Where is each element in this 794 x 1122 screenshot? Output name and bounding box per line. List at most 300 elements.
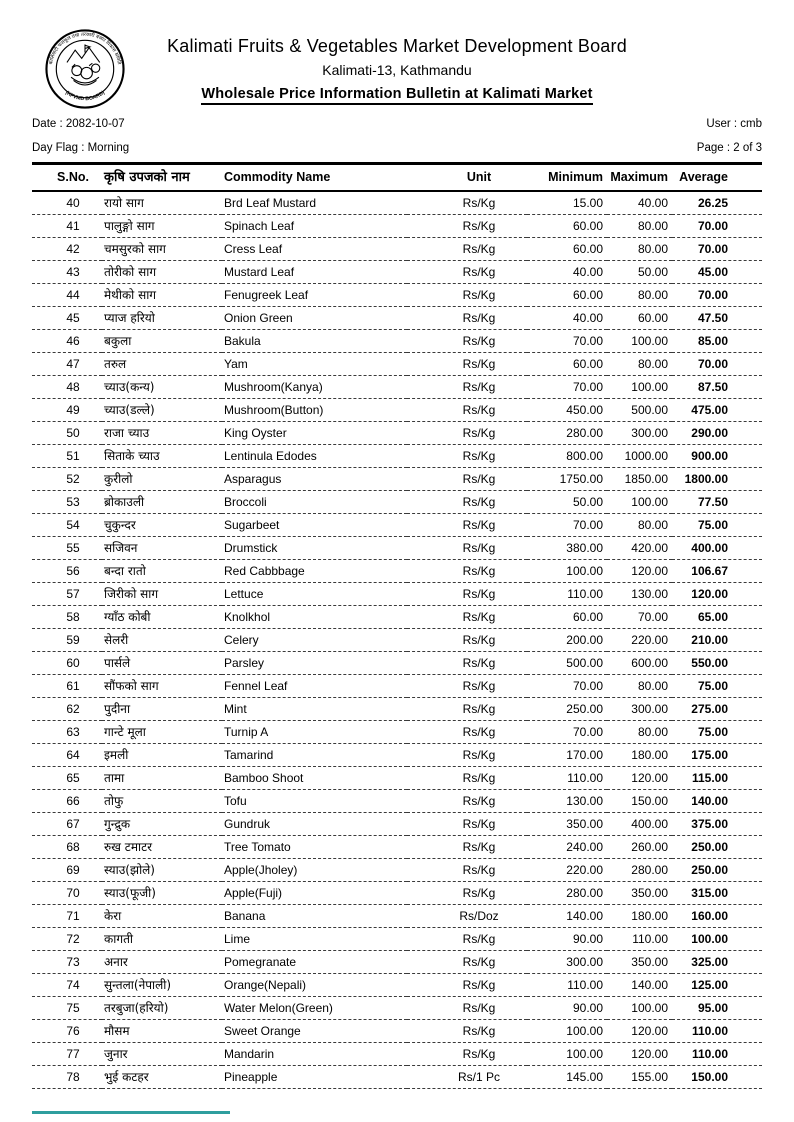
max-price-cell: 50.00 xyxy=(637,265,668,279)
max-price-cell: 80.00 xyxy=(637,242,668,256)
nepali-name-cell: स्याउ(झोले) xyxy=(104,863,155,877)
avg-price-cell: 275.00 xyxy=(691,702,728,716)
commodity-cell: Mushroom(Button) xyxy=(224,403,324,417)
price-table-row xyxy=(32,928,762,951)
nepali-name-cell: गान्टे मूला xyxy=(104,725,146,739)
commodity-cell: Orange(Nepali) xyxy=(224,978,307,992)
kfvmd-logo-seal-icon xyxy=(44,28,126,110)
avg-price-cell: 550.00 xyxy=(691,656,728,670)
nepali-name-cell: बकुला xyxy=(104,334,132,348)
price-table-row xyxy=(32,399,762,422)
commodity-cell: Celery xyxy=(224,633,259,647)
price-table-row xyxy=(32,307,762,330)
sno-cell: 66 xyxy=(66,794,80,808)
max-price-cell: 100.00 xyxy=(631,380,668,394)
sno-cell: 60 xyxy=(66,656,80,670)
unit-cell: Rs/Kg xyxy=(462,541,496,555)
commodity-cell: Pomegranate xyxy=(224,955,297,969)
min-price-cell: 70.00 xyxy=(572,725,603,739)
price-table-row xyxy=(32,882,762,905)
header-minimum: Minimum xyxy=(548,170,603,185)
min-price-cell: 90.00 xyxy=(572,1001,603,1015)
sno-cell: 75 xyxy=(66,1001,80,1015)
avg-price-cell: 250.00 xyxy=(691,840,728,854)
sno-cell: 78 xyxy=(66,1070,80,1084)
price-table-row xyxy=(32,698,762,721)
seal-bottom-text: (KFVMD BOARD) xyxy=(63,89,107,103)
price-table-row xyxy=(32,606,762,629)
commodity-cell: Broccoli xyxy=(224,495,267,509)
day-flag-label: Day Flag : Morning xyxy=(32,142,130,154)
max-price-cell: 60.00 xyxy=(637,311,668,325)
bulletin-title: Wholesale Price Information Bulletin at Kalimati Market xyxy=(201,86,592,105)
min-price-cell: 60.00 xyxy=(572,610,603,624)
unit-cell: Rs/Kg xyxy=(462,334,496,348)
nepali-name-cell: रुख टमाटर xyxy=(104,840,153,854)
nepali-name-cell: च्याउ(डल्ले) xyxy=(104,403,155,417)
min-price-cell: 500.00 xyxy=(566,656,603,670)
sno-cell: 71 xyxy=(66,909,80,923)
sno-cell: 70 xyxy=(66,886,80,900)
price-table-row xyxy=(32,1020,762,1043)
avg-price-cell: 900.00 xyxy=(691,449,728,463)
max-price-cell: 180.00 xyxy=(631,909,668,923)
min-price-cell: 1750.00 xyxy=(559,472,603,486)
price-table-row xyxy=(32,859,762,882)
unit-cell: Rs/Doz xyxy=(459,909,499,923)
unit-cell: Rs/Kg xyxy=(462,955,496,969)
max-price-cell: 100.00 xyxy=(631,1001,668,1015)
unit-cell: Rs/Kg xyxy=(462,403,496,417)
max-price-cell: 120.00 xyxy=(631,1024,668,1038)
sno-cell: 73 xyxy=(66,955,80,969)
sno-cell: 67 xyxy=(66,817,80,831)
nepali-name-cell: मौसम xyxy=(104,1024,130,1038)
unit-cell: Rs/Kg xyxy=(462,886,496,900)
commodity-cell: Turnip A xyxy=(224,725,269,739)
max-price-cell: 120.00 xyxy=(631,771,668,785)
unit-cell: Rs/Kg xyxy=(462,771,496,785)
min-price-cell: 140.00 xyxy=(566,909,603,923)
nepali-name-cell: पार्सले xyxy=(104,656,131,670)
unit-cell: Rs/Kg xyxy=(462,311,496,325)
unit-cell: Rs/Kg xyxy=(462,748,496,762)
commodity-cell: Brd Leaf Mustard xyxy=(224,196,317,210)
commodity-cell: Apple(Fuji) xyxy=(224,886,283,900)
avg-price-cell: 26.25 xyxy=(697,196,728,210)
max-price-cell: 400.00 xyxy=(631,817,668,831)
commodity-cell: Yam xyxy=(224,357,248,371)
price-table-row xyxy=(32,1043,762,1066)
sno-cell: 44 xyxy=(66,288,80,302)
unit-cell: Rs/Kg xyxy=(462,564,496,578)
unit-cell: Rs/Kg xyxy=(462,1001,496,1015)
max-price-cell: 260.00 xyxy=(631,840,668,854)
avg-price-cell: 85.00 xyxy=(697,334,728,348)
max-price-cell: 1000.00 xyxy=(624,449,668,463)
commodity-cell: Lettuce xyxy=(224,587,264,601)
sno-cell: 48 xyxy=(66,380,80,394)
nepali-name-cell: सेलरी xyxy=(104,633,129,647)
commodity-cell: Sweet Orange xyxy=(224,1024,301,1038)
header-average: Average xyxy=(679,170,728,185)
min-price-cell: 70.00 xyxy=(572,334,603,348)
avg-price-cell: 250.00 xyxy=(691,863,728,877)
max-price-cell: 130.00 xyxy=(631,587,668,601)
min-price-cell: 170.00 xyxy=(566,748,603,762)
seal-icon xyxy=(44,28,126,110)
nepali-name-cell: कागती xyxy=(104,932,134,946)
max-price-cell: 100.00 xyxy=(631,334,668,348)
sno-cell: 55 xyxy=(66,541,80,555)
avg-price-cell: 210.00 xyxy=(691,633,728,647)
commodity-cell: Banana xyxy=(224,909,266,923)
sno-cell: 62 xyxy=(66,702,80,716)
commodity-cell: Mandarin xyxy=(224,1047,275,1061)
sno-cell: 74 xyxy=(66,978,80,992)
sno-cell: 50 xyxy=(66,426,80,440)
sno-cell: 45 xyxy=(66,311,80,325)
seal-top-text: कालिमाटी फलफूल तथा तरकारी बजार विकास समिति xyxy=(48,31,122,66)
nepali-name-cell: ग्याँठ कोबी xyxy=(104,610,151,624)
commodity-cell: Parsley xyxy=(224,656,265,670)
nepali-name-cell: तोरीको साग xyxy=(104,265,157,279)
nepali-name-cell: इमली xyxy=(104,748,129,762)
commodity-cell: Bakula xyxy=(224,334,261,348)
seal-emblem-art xyxy=(67,44,100,85)
unit-cell: Rs/Kg xyxy=(462,265,496,279)
sno-cell: 77 xyxy=(66,1047,80,1061)
min-price-cell: 145.00 xyxy=(566,1070,603,1084)
commodity-cell: Onion Green xyxy=(224,311,293,325)
page-number-label: Page : 2 of 3 xyxy=(696,142,762,154)
sno-cell: 76 xyxy=(66,1024,80,1038)
price-table-row xyxy=(32,238,762,261)
unit-cell: Rs/Kg xyxy=(462,978,496,992)
price-table-row xyxy=(32,537,762,560)
avg-price-cell: 65.00 xyxy=(697,610,728,624)
sno-cell: 61 xyxy=(66,679,80,693)
unit-cell: Rs/Kg xyxy=(462,472,496,486)
price-table xyxy=(32,162,762,1089)
nepali-name-cell: ब्रोकाउली xyxy=(104,495,145,509)
avg-price-cell: 140.00 xyxy=(691,794,728,808)
price-table-row xyxy=(32,652,762,675)
avg-price-cell: 325.00 xyxy=(691,955,728,969)
sno-cell: 51 xyxy=(66,449,80,463)
price-table-row xyxy=(32,330,762,353)
max-price-cell: 220.00 xyxy=(631,633,668,647)
max-price-cell: 80.00 xyxy=(637,679,668,693)
commodity-cell: Water Melon(Green) xyxy=(224,1001,333,1015)
min-price-cell: 800.00 xyxy=(566,449,603,463)
unit-cell: Rs/Kg xyxy=(462,679,496,693)
unit-cell: Rs/Kg xyxy=(462,518,496,532)
price-table-row xyxy=(32,951,762,974)
unit-cell: Rs/Kg xyxy=(462,610,496,624)
min-price-cell: 280.00 xyxy=(566,426,603,440)
unit-cell: Rs/Kg xyxy=(462,656,496,670)
min-price-cell: 220.00 xyxy=(566,863,603,877)
max-price-cell: 155.00 xyxy=(631,1070,668,1084)
unit-cell: Rs/Kg xyxy=(462,380,496,394)
commodity-cell: Lime xyxy=(224,932,251,946)
unit-cell: Rs/Kg xyxy=(462,1047,496,1061)
min-price-cell: 100.00 xyxy=(566,1024,603,1038)
avg-price-cell: 70.00 xyxy=(697,288,728,302)
min-price-cell: 15.00 xyxy=(572,196,603,210)
sno-cell: 56 xyxy=(66,564,80,578)
max-price-cell: 420.00 xyxy=(631,541,668,555)
min-price-cell: 100.00 xyxy=(566,1047,603,1061)
min-price-cell: 70.00 xyxy=(572,380,603,394)
min-price-cell: 40.00 xyxy=(572,265,603,279)
sno-cell: 54 xyxy=(66,518,80,532)
min-price-cell: 380.00 xyxy=(566,541,603,555)
sno-cell: 72 xyxy=(66,932,80,946)
unit-cell: Rs/Kg xyxy=(462,242,496,256)
nepali-name-cell: पुदीना xyxy=(104,702,131,716)
footer-accent-line xyxy=(32,1111,230,1114)
nepali-name-cell: रायो साग xyxy=(104,196,144,210)
max-price-cell: 80.00 xyxy=(637,219,668,233)
max-price-cell: 600.00 xyxy=(631,656,668,670)
min-price-cell: 90.00 xyxy=(572,932,603,946)
nepali-name-cell: सजिवन xyxy=(104,541,138,555)
commodity-cell: Mustard Leaf xyxy=(224,265,295,279)
commodity-cell: Drumstick xyxy=(224,541,278,555)
avg-price-cell: 87.50 xyxy=(697,380,728,394)
max-price-cell: 80.00 xyxy=(637,288,668,302)
avg-price-cell: 290.00 xyxy=(691,426,728,440)
avg-price-cell: 75.00 xyxy=(697,725,728,739)
price-table-body xyxy=(32,191,762,1089)
sno-cell: 46 xyxy=(66,334,80,348)
commodity-cell: Apple(Jholey) xyxy=(224,863,298,877)
max-price-cell: 120.00 xyxy=(631,1047,668,1061)
unit-cell: Rs/Kg xyxy=(462,702,496,716)
price-table-row xyxy=(32,997,762,1020)
price-table-row xyxy=(32,629,762,652)
min-price-cell: 60.00 xyxy=(572,288,603,302)
min-price-cell: 240.00 xyxy=(566,840,603,854)
commodity-cell: Red Cabbbage xyxy=(224,564,305,578)
avg-price-cell: 1800.00 xyxy=(684,472,728,486)
avg-price-cell: 47.50 xyxy=(697,311,728,325)
nepali-name-cell: चमसुरको साग xyxy=(104,242,166,256)
min-price-cell: 110.00 xyxy=(567,978,603,992)
avg-price-cell: 120.00 xyxy=(691,587,728,601)
price-table-row xyxy=(32,514,762,537)
avg-price-cell: 175.00 xyxy=(691,748,728,762)
commodity-cell: Bamboo Shoot xyxy=(224,771,304,785)
unit-cell: Rs/Kg xyxy=(462,863,496,877)
min-price-cell: 70.00 xyxy=(572,679,603,693)
unit-cell: Rs/Kg xyxy=(462,1024,496,1038)
price-table-row xyxy=(32,721,762,744)
nepali-name-cell: तरुल xyxy=(104,357,127,371)
header-nepali-name: कृषि उपजको नाम xyxy=(104,170,190,185)
nepali-name-cell: केरा xyxy=(104,909,122,923)
avg-price-cell: 106.67 xyxy=(691,564,728,578)
date-label: Date : 2082-10-07 xyxy=(32,118,125,130)
nepali-name-cell: च्याउ(कन्य) xyxy=(104,380,155,394)
min-price-cell: 300.00 xyxy=(566,955,603,969)
min-price-cell: 280.00 xyxy=(566,886,603,900)
avg-price-cell: 110.00 xyxy=(691,1047,728,1061)
nepali-name-cell: राजा च्याउ xyxy=(104,426,150,440)
max-price-cell: 80.00 xyxy=(637,725,668,739)
unit-cell: Rs/Kg xyxy=(462,587,496,601)
min-price-cell: 250.00 xyxy=(566,702,603,716)
commodity-cell: Knolkhol xyxy=(224,610,271,624)
header-sno: S.No. xyxy=(57,170,89,185)
nepali-name-cell: चुकुन्दर xyxy=(104,518,136,532)
price-table-row xyxy=(32,767,762,790)
price-table-row xyxy=(32,836,762,859)
price-table-row xyxy=(32,215,762,238)
max-price-cell: 100.00 xyxy=(631,495,668,509)
sno-cell: 41 xyxy=(66,219,80,233)
org-name-title: Kalimati Fruits & Vegetables Market Development Board xyxy=(167,36,627,56)
max-price-cell: 150.00 xyxy=(631,794,668,808)
price-table-row xyxy=(32,583,762,606)
sno-cell: 52 xyxy=(66,472,80,486)
price-table-row xyxy=(32,376,762,399)
header-unit: Unit xyxy=(466,170,492,185)
unit-cell: Rs/Kg xyxy=(462,426,496,440)
price-table-row xyxy=(32,744,762,767)
unit-cell: Rs/Kg xyxy=(462,840,496,854)
price-table-row xyxy=(32,468,762,491)
commodity-cell: Fennel Leaf xyxy=(224,679,288,693)
sno-cell: 58 xyxy=(66,610,80,624)
min-price-cell: 60.00 xyxy=(572,219,603,233)
header-maximum: Maximum xyxy=(610,170,668,185)
max-price-cell: 80.00 xyxy=(637,518,668,532)
sno-cell: 59 xyxy=(66,633,80,647)
nepali-name-cell: प्याज हरियो xyxy=(104,311,155,325)
nepali-name-cell: तोफु xyxy=(104,794,124,808)
price-table-row xyxy=(32,353,762,376)
nepali-name-cell: गुन्द्रुक xyxy=(104,817,131,831)
avg-price-cell: 150.00 xyxy=(691,1070,728,1084)
avg-price-cell: 70.00 xyxy=(697,219,728,233)
price-table-row xyxy=(32,560,762,583)
min-price-cell: 450.00 xyxy=(566,403,603,417)
avg-price-cell: 400.00 xyxy=(691,541,728,555)
max-price-cell: 80.00 xyxy=(637,357,668,371)
max-price-cell: 180.00 xyxy=(631,748,668,762)
price-table-row xyxy=(32,261,762,284)
sno-cell: 47 xyxy=(66,357,80,371)
avg-price-cell: 75.00 xyxy=(697,679,728,693)
price-table-row xyxy=(32,445,762,468)
nepali-name-cell: सिताके च्याउ xyxy=(104,449,160,463)
sno-cell: 40 xyxy=(66,196,80,210)
price-table-row xyxy=(32,813,762,836)
avg-price-cell: 160.00 xyxy=(691,909,728,923)
price-table-header-row xyxy=(32,164,762,192)
min-price-cell: 60.00 xyxy=(572,242,603,256)
price-table-row xyxy=(32,790,762,813)
unit-cell: Rs/Kg xyxy=(462,633,496,647)
max-price-cell: 300.00 xyxy=(631,426,668,440)
sno-cell: 43 xyxy=(66,265,80,279)
min-price-cell: 130.00 xyxy=(566,794,603,808)
nepali-name-cell: सौंफको साग xyxy=(104,679,159,693)
price-table-row xyxy=(32,191,762,215)
commodity-cell: Mushroom(Kanya) xyxy=(224,380,323,394)
min-price-cell: 50.00 xyxy=(572,495,603,509)
min-price-cell: 110.00 xyxy=(567,771,603,785)
nepali-name-cell: भुई कटहर xyxy=(104,1070,149,1084)
nepali-name-cell: जिरीको साग xyxy=(104,587,159,601)
price-table-row xyxy=(32,974,762,997)
commodity-cell: Gundruk xyxy=(224,817,271,831)
sno-cell: 64 xyxy=(66,748,80,762)
price-table-row xyxy=(32,905,762,928)
min-price-cell: 40.00 xyxy=(572,311,603,325)
avg-price-cell: 110.00 xyxy=(691,1024,728,1038)
avg-price-cell: 45.00 xyxy=(697,265,728,279)
avg-price-cell: 125.00 xyxy=(691,978,728,992)
max-price-cell: 1850.00 xyxy=(624,472,668,486)
nepali-name-cell: अनार xyxy=(104,955,128,969)
unit-cell: Rs/Kg xyxy=(462,495,496,509)
price-table-row xyxy=(32,675,762,698)
max-price-cell: 500.00 xyxy=(631,403,668,417)
unit-cell: Rs/Kg xyxy=(462,288,496,302)
sno-cell: 42 xyxy=(66,242,80,256)
commodity-cell: Sugarbeet xyxy=(224,518,280,532)
user-label: User : cmb xyxy=(706,118,762,130)
sno-cell: 65 xyxy=(66,771,80,785)
sno-cell: 49 xyxy=(66,403,80,417)
avg-price-cell: 70.00 xyxy=(697,242,728,256)
avg-price-cell: 75.00 xyxy=(697,518,728,532)
avg-price-cell: 475.00 xyxy=(691,403,728,417)
unit-cell: Rs/1 Pc xyxy=(457,1070,500,1084)
org-address: Kalimati-13, Kathmandu xyxy=(322,62,472,78)
nepali-name-cell: स्याउ(फूजी) xyxy=(104,886,156,900)
max-price-cell: 350.00 xyxy=(631,955,668,969)
nepali-name-cell: मेथीको साग xyxy=(104,288,157,302)
avg-price-cell: 77.50 xyxy=(697,495,728,509)
unit-cell: Rs/Kg xyxy=(462,196,496,210)
max-price-cell: 40.00 xyxy=(637,196,668,210)
price-table-row xyxy=(32,284,762,307)
min-price-cell: 350.00 xyxy=(566,817,603,831)
max-price-cell: 140.00 xyxy=(631,978,668,992)
nepali-name-cell: बन्दा रातो xyxy=(104,564,146,578)
sno-cell: 68 xyxy=(66,840,80,854)
max-price-cell: 70.00 xyxy=(637,610,668,624)
max-price-cell: 300.00 xyxy=(631,702,668,716)
max-price-cell: 120.00 xyxy=(631,564,668,578)
commodity-cell: Pineapple xyxy=(224,1070,278,1084)
max-price-cell: 110.00 xyxy=(632,932,668,946)
unit-cell: Rs/Kg xyxy=(462,219,496,233)
commodity-cell: Tofu xyxy=(224,794,247,808)
commodity-cell: King Oyster xyxy=(224,426,287,440)
unit-cell: Rs/Kg xyxy=(462,817,496,831)
header-commodity: Commodity Name xyxy=(224,170,331,185)
min-price-cell: 100.00 xyxy=(566,564,603,578)
commodity-cell: Lentinula Edodes xyxy=(224,449,317,463)
avg-price-cell: 115.00 xyxy=(691,771,728,785)
unit-cell: Rs/Kg xyxy=(462,932,496,946)
